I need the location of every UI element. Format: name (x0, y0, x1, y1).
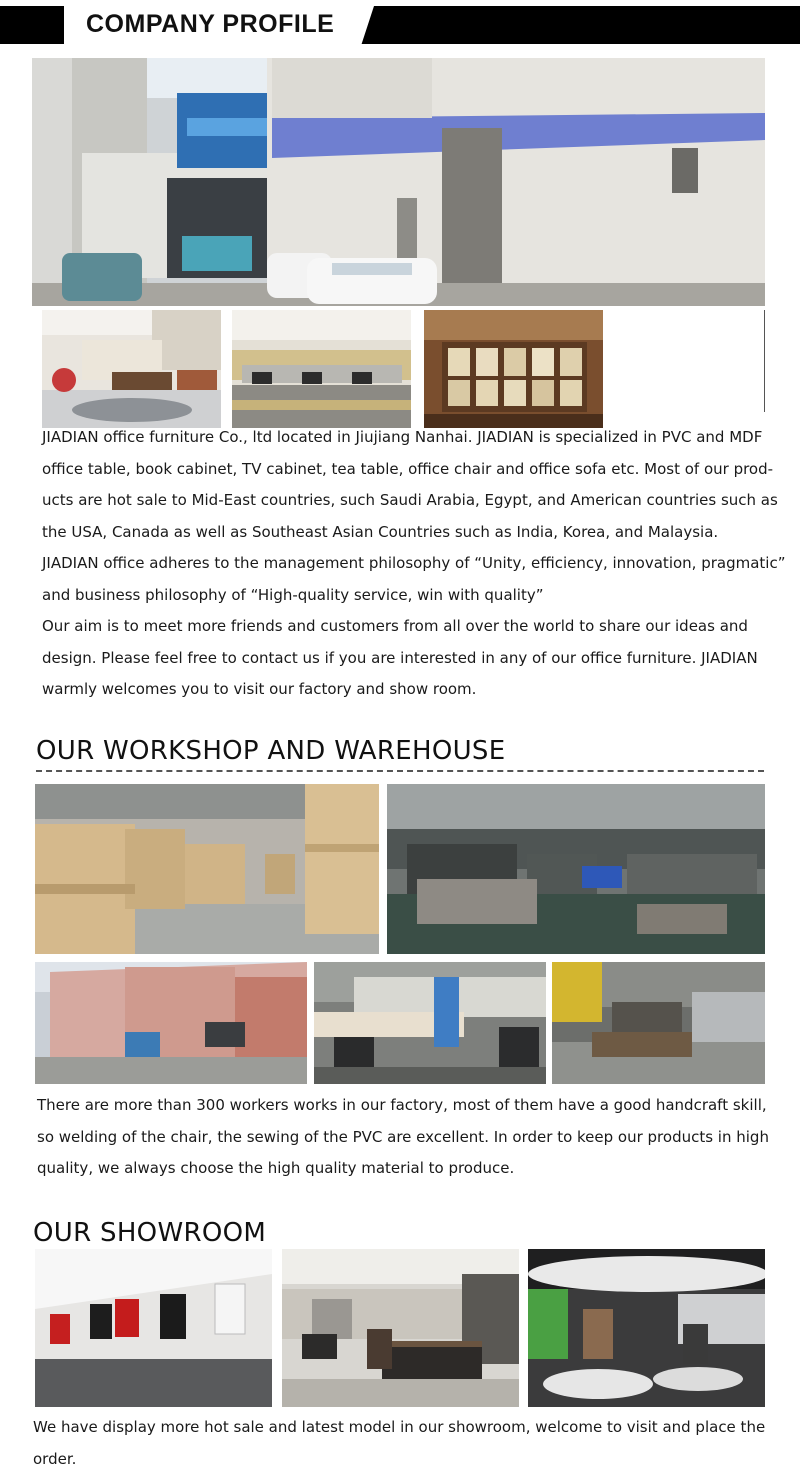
page-title: COMPANY PROFILE (86, 10, 335, 38)
profile-line: Our aim is to meet more friends and customers from all over the world to share our ideas and (42, 617, 748, 635)
showroom-desks-photo (282, 1249, 519, 1407)
honor-wall-photo (424, 310, 603, 428)
workshop-line: quality, we always choose the high quality material to produce. (37, 1159, 515, 1177)
factory-building-photo (35, 962, 307, 1084)
profile-line: the USA, Canada as well as Southeast Asian Countries such as India, Korea, and Malaysia. (42, 522, 719, 541)
photo-edge-divider (764, 310, 765, 412)
profile-line: office table, book cabinet, TV cabinet, tea table, office chair and office sofa etc. Most of our prod- (42, 459, 774, 478)
workshop-line: There are more than 300 workers works in our factory, most of them have a good handcraft skill, (37, 1096, 767, 1114)
workshop-description (37, 1090, 777, 1185)
workshop-section-title: OUR WORKSHOP AND WAREHOUSE (36, 736, 506, 766)
profile-line: JIADIAN office adheres to the management philosophy of “Unity, efficiency, innovation, pragmatic” (42, 554, 786, 572)
workshop-floor-photo (387, 784, 765, 954)
metal-workshop-photo (552, 962, 765, 1084)
profile-line: and business philosophy of “High-quality service, win with quality” (42, 585, 544, 604)
warehouse-photo (35, 784, 379, 954)
workshop-line: so welding of the chair, the sewing of the PVC are excellent. In order to keep our products in high (37, 1127, 769, 1146)
section-divider (36, 770, 764, 772)
factory-exterior-photo (32, 58, 765, 306)
showroom-display-photo (528, 1249, 765, 1407)
showroom-line: We have display more hot sale and latest model in our showroom, welcome to visit and place the (33, 1418, 766, 1436)
showroom-line: order. (33, 1449, 77, 1468)
showroom-section-title: OUR SHOWROOM (33, 1218, 267, 1248)
company-profile-text (42, 422, 786, 706)
showroom-description (33, 1412, 773, 1475)
profile-line: warmly welcomes you to visit our factory and show room. (42, 680, 477, 698)
showroom-chairs-photo (35, 1249, 272, 1407)
reception-photo (42, 310, 221, 428)
office-workstations-photo (232, 310, 411, 428)
profile-line: JIADIAN office furniture Co., ltd located in Jiujiang Nanhai. JIADIAN is specialized in PVC and MDF (42, 428, 763, 446)
profile-line: design. Please feel free to contact us if you are interested in any of our office furniture. JIADIAN (42, 648, 758, 667)
profile-line: ucts are hot sale to Mid-East countries, such Saudi Arabia, Egypt, and American countries such as (42, 491, 778, 509)
panel-saw-photo (314, 962, 546, 1084)
